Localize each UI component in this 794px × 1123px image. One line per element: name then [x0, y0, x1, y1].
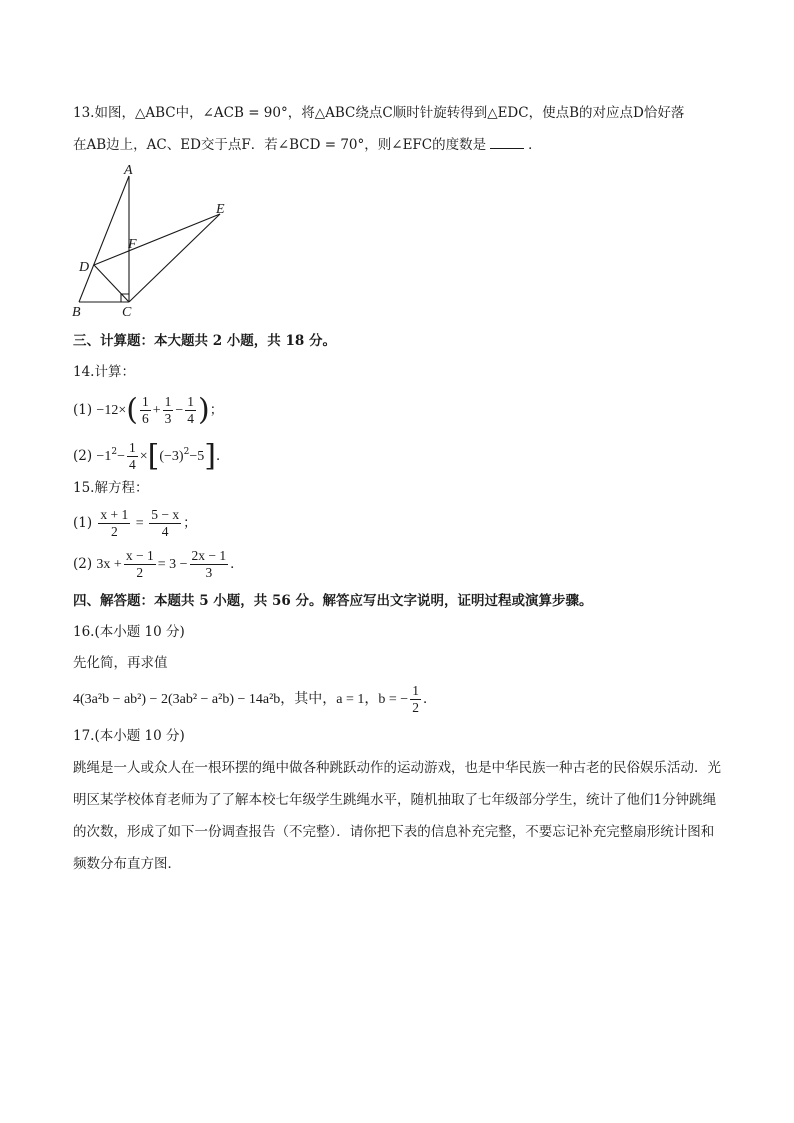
fraction: $\frac{1}{4}$ [187, 394, 194, 426]
q16-expression: 4(3a²b − ab²) − 2(3ab² − a²b) − 14a²b，其中，a = 1，b = − $\frac{1}{2}$ ． [73, 683, 437, 715]
label-B: B [72, 305, 81, 320]
section-4-heading: 四、解答题：本题共 5 小题，共 56 分。解答应写出文字说明，证明过程或演算步骤。 [73, 593, 593, 609]
q14-p2-label: (2) [73, 448, 93, 464]
q16-title: 16.(本小题 10 分) [73, 624, 185, 640]
label-C: C [122, 305, 132, 320]
fraction: $\frac{x - 1}{2}$ [125, 548, 154, 580]
q14-part2: $(2) -1^2-$ $\frac{1}{4}$ $\times[(-3)^2-5]$． [73, 438, 230, 474]
q13-geometry-figure [70, 160, 240, 320]
q13-line2-end: ． [528, 137, 542, 153]
fraction: $\frac{1}{3}$ [164, 394, 172, 426]
fraction: $\frac{1}{2}$ [412, 683, 419, 715]
segment-AB [79, 176, 129, 302]
fraction: $\frac{2x - 1}{3}$ [191, 548, 227, 580]
q16-instruction: 先化简，再求值 [73, 655, 168, 671]
fraction: $\frac{x + 1}{2}$ [100, 507, 129, 539]
q13-line2-text: 在AB边上，AC、ED交于点F．若∠BCD = 70°，则∠EFC的度数是 [73, 137, 487, 153]
bracket-open: [ [147, 438, 160, 474]
q17-body: 跳绳是一人或众人在一根环摆的绳中做各种跳跃动作的运动游戏，也是中华民族一种古老的民俗娱乐活动．光明区某学校体育老师为了了解本校七年级学生跳绳水平，随机抽取了七年级部分学生，统计了他们1分钟跳绳的次数，形成了如下一份调查报告（不完整）．请你把下表的信息补充完整，不要忘记补充完整扇形统计图和频数分布直方图． [73, 760, 721, 872]
label-E: E [216, 202, 225, 217]
q14-title: 14.计算： [73, 364, 135, 380]
q14-p1-expr: −12× [96, 403, 127, 418]
fraction: $\frac{5 - x}{4}$ [151, 507, 180, 539]
q14-part1: (1) −12×( $\frac{1}{6}$ + $\frac{1}{3}$ − $\frac{1}{4}$ )； [73, 392, 224, 428]
fraction: $\frac{1}{6}$ [141, 394, 149, 426]
label-A: A [124, 163, 133, 178]
q13-line2 [73, 134, 542, 155]
section-3-heading: 三、计算题：本大题共 2 小题，共 18 分。 [73, 333, 336, 349]
q15-title: 15.解方程： [73, 480, 149, 496]
label-D: D [79, 260, 90, 275]
label-F: F [128, 237, 137, 252]
fraction: $\frac{1}{4}$ [128, 440, 136, 472]
q15-part1: (1) $\frac{x + 1}{2}$ = $\frac{5 - x}{4}$ ； [73, 507, 197, 539]
answer-blank [490, 134, 524, 149]
q17-title: 17.(本小题 10 分) [73, 728, 185, 744]
segment-EC [129, 214, 220, 302]
paren-close: ) [198, 392, 210, 428]
segment-DC [94, 265, 129, 302]
paren-open: ( [126, 392, 138, 428]
segment-DE [94, 214, 220, 265]
bracket-close: ] [204, 438, 216, 474]
q15-part2: (2) 3x + $\frac{x - 1}{2}$ = 3 − $\frac{2x - 1}{3}$ ． [73, 548, 244, 580]
q14-p1-label: (1) [73, 402, 93, 418]
q13-line1: 13.如图，△ABC中，∠ACB = 90°，将△ABC绕点C顺时针旋转得到△EDC，使点B的对应点D恰好落 [73, 105, 685, 121]
